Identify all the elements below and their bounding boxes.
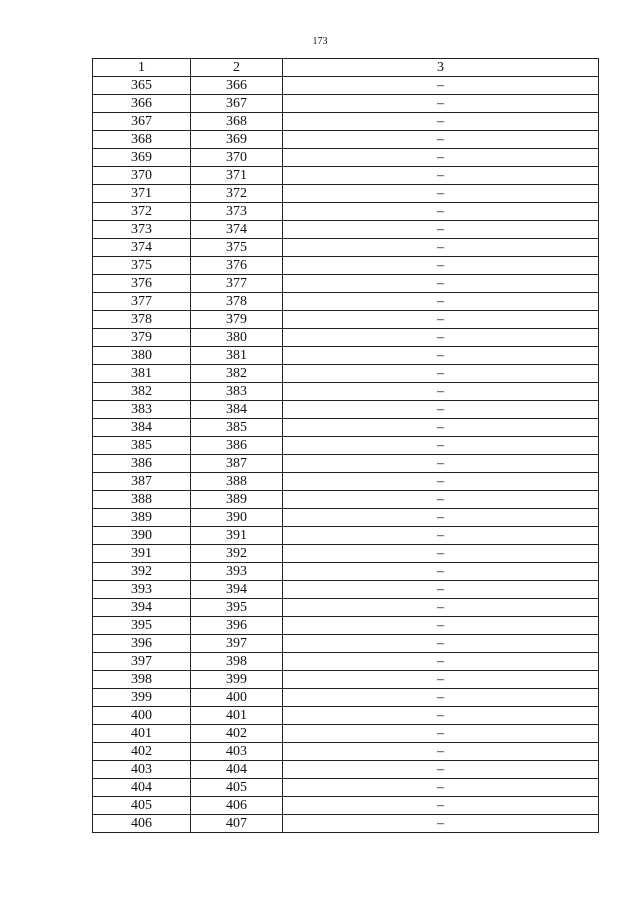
table-cell-col-1: 397	[93, 653, 191, 671]
table-cell-col-3: –	[283, 113, 599, 131]
table-row	[93, 95, 599, 113]
table-row	[93, 689, 599, 707]
table-row	[93, 221, 599, 239]
table-cell-col-2: 373	[191, 203, 283, 221]
table-cell-col-2: 369	[191, 131, 283, 149]
table-cell-col-3: –	[283, 599, 599, 617]
table-cell-col-2: 382	[191, 365, 283, 383]
table-row	[93, 815, 599, 833]
table-cell-col-1: 392	[93, 563, 191, 581]
table-cell-col-3: –	[283, 761, 599, 779]
table-cell-col-2: 403	[191, 743, 283, 761]
table-cell-col-2: 385	[191, 419, 283, 437]
table-cell-col-1: 384	[93, 419, 191, 437]
table-cell-col-2: 372	[191, 185, 283, 203]
table-cell-col-2: 377	[191, 275, 283, 293]
table-row	[93, 761, 599, 779]
table-cell-col-2: 380	[191, 329, 283, 347]
table-cell-col-2: 384	[191, 401, 283, 419]
table-row	[93, 383, 599, 401]
table-cell-col-3: –	[283, 185, 599, 203]
table-cell-col-1: 367	[93, 113, 191, 131]
table-cell-col-3: –	[283, 149, 599, 167]
table-cell-col-2: 395	[191, 599, 283, 617]
table-cell-col-2: 370	[191, 149, 283, 167]
table-cell-col-3: –	[283, 203, 599, 221]
table-cell-col-2: 387	[191, 455, 283, 473]
table-row	[93, 113, 599, 131]
table-cell-col-2: 406	[191, 797, 283, 815]
table-cell-col-2: 400	[191, 689, 283, 707]
table-cell-col-1: 391	[93, 545, 191, 563]
table-row	[93, 653, 599, 671]
table-row	[93, 545, 599, 563]
table-cell-col-1: 389	[93, 509, 191, 527]
table-cell-col-2: 402	[191, 725, 283, 743]
table-cell-col-1: 373	[93, 221, 191, 239]
table-cell-col-1: 378	[93, 311, 191, 329]
table-cell-col-1: 405	[93, 797, 191, 815]
table-cell-col-3: –	[283, 671, 599, 689]
table-row	[93, 455, 599, 473]
table-cell-col-3: –	[283, 491, 599, 509]
table-cell-col-1: 386	[93, 455, 191, 473]
table-row	[93, 743, 599, 761]
table-row	[93, 437, 599, 455]
table-cell-col-3: –	[283, 635, 599, 653]
table-row	[93, 329, 599, 347]
table-row	[93, 491, 599, 509]
table-row	[93, 365, 599, 383]
table-cell-col-2: 405	[191, 779, 283, 797]
table-cell-col-3: –	[283, 779, 599, 797]
table-cell-col-2: 392	[191, 545, 283, 563]
table-row	[93, 671, 599, 689]
table-row	[93, 401, 599, 419]
table-row	[93, 293, 599, 311]
table-cell-col-1: 398	[93, 671, 191, 689]
table-cell-col-3: –	[283, 239, 599, 257]
table-cell-col-1: 375	[93, 257, 191, 275]
table-cell-col-1: 388	[93, 491, 191, 509]
table-cell-col-3: –	[283, 365, 599, 383]
table-cell-col-1: 371	[93, 185, 191, 203]
table-cell-col-2: 378	[191, 293, 283, 311]
table-cell-col-2: 379	[191, 311, 283, 329]
table-cell-col-1: 403	[93, 761, 191, 779]
table-body	[93, 77, 599, 833]
table-cell-col-3: –	[283, 707, 599, 725]
table-cell-col-2: 388	[191, 473, 283, 491]
table-cell-col-1: 374	[93, 239, 191, 257]
table-row	[93, 203, 599, 221]
table-cell-col-1: 383	[93, 401, 191, 419]
table-row	[93, 617, 599, 635]
table-row	[93, 311, 599, 329]
table-cell-col-1: 377	[93, 293, 191, 311]
table-cell-col-3: –	[283, 617, 599, 635]
table-cell-col-1: 380	[93, 347, 191, 365]
table-cell-col-3: –	[283, 293, 599, 311]
table-cell-col-2: 376	[191, 257, 283, 275]
table-cell-col-1: 368	[93, 131, 191, 149]
table-cell-col-1: 394	[93, 599, 191, 617]
table-cell-col-1: 372	[93, 203, 191, 221]
table-cell-col-2: 396	[191, 617, 283, 635]
table-cell-col-3: –	[283, 347, 599, 365]
table-cell-col-3: –	[283, 797, 599, 815]
table-cell-col-1: 402	[93, 743, 191, 761]
table-cell-col-3: –	[283, 815, 599, 833]
table-cell-col-1: 396	[93, 635, 191, 653]
table-cell-col-1: 395	[93, 617, 191, 635]
table-row	[93, 77, 599, 95]
table-cell-col-3: –	[283, 257, 599, 275]
table-cell-col-1: 379	[93, 329, 191, 347]
table-row	[93, 797, 599, 815]
table-cell-col-3: –	[283, 743, 599, 761]
table-cell-col-1: 370	[93, 167, 191, 185]
table-cell-col-2: 394	[191, 581, 283, 599]
table-row	[93, 779, 599, 797]
data-table	[92, 58, 599, 833]
table-cell-col-1: 382	[93, 383, 191, 401]
table-row	[93, 347, 599, 365]
table-cell-col-3: –	[283, 653, 599, 671]
table-row	[93, 185, 599, 203]
table-cell-col-1: 369	[93, 149, 191, 167]
table-cell-col-3: –	[283, 383, 599, 401]
table-cell-col-3: –	[283, 563, 599, 581]
table-cell-col-1: 406	[93, 815, 191, 833]
table-cell-col-2: 371	[191, 167, 283, 185]
table-row	[93, 635, 599, 653]
table-cell-col-1: 387	[93, 473, 191, 491]
table-cell-col-3: –	[283, 545, 599, 563]
table-cell-col-3: –	[283, 167, 599, 185]
table-cell-col-1: 385	[93, 437, 191, 455]
table-cell-col-3: –	[283, 473, 599, 491]
table-row	[93, 527, 599, 545]
table-cell-col-2: 399	[191, 671, 283, 689]
table-cell-col-3: –	[283, 725, 599, 743]
table-cell-col-3: –	[283, 95, 599, 113]
table-cell-col-2: 397	[191, 635, 283, 653]
table-row	[93, 509, 599, 527]
table-cell-col-2: 367	[191, 95, 283, 113]
table-cell-col-3: –	[283, 509, 599, 527]
table-cell-col-1: 399	[93, 689, 191, 707]
table-cell-col-2: 375	[191, 239, 283, 257]
table-cell-col-3: –	[283, 77, 599, 95]
table-cell-col-1: 400	[93, 707, 191, 725]
page-number: 173	[312, 36, 328, 47]
table-row	[93, 581, 599, 599]
table-row	[93, 257, 599, 275]
table-cell-col-3: –	[283, 581, 599, 599]
table-cell-col-2: 391	[191, 527, 283, 545]
table-row	[93, 167, 599, 185]
table-cell-col-3: –	[283, 437, 599, 455]
table-cell-col-3: –	[283, 689, 599, 707]
table-cell-col-1: 381	[93, 365, 191, 383]
header-cell-3: 3	[283, 59, 599, 77]
table-cell-col-1: 366	[93, 95, 191, 113]
table-cell-col-1: 365	[93, 77, 191, 95]
table-cell-col-2: 389	[191, 491, 283, 509]
table-cell-col-3: –	[283, 275, 599, 293]
table-cell-col-2: 366	[191, 77, 283, 95]
table-cell-col-3: –	[283, 527, 599, 545]
table-cell-col-2: 401	[191, 707, 283, 725]
table-row	[93, 149, 599, 167]
header-cell-1: 1	[93, 59, 191, 77]
table-cell-col-3: –	[283, 131, 599, 149]
table-row	[93, 599, 599, 617]
table-cell-col-3: –	[283, 221, 599, 239]
table-cell-col-1: 404	[93, 779, 191, 797]
header-cell-2: 2	[191, 59, 283, 77]
header-row	[93, 59, 599, 77]
table-cell-col-3: –	[283, 419, 599, 437]
table-cell-col-1: 390	[93, 527, 191, 545]
table-cell-col-2: 404	[191, 761, 283, 779]
table-cell-col-3: –	[283, 311, 599, 329]
table-cell-col-2: 407	[191, 815, 283, 833]
table-cell-col-3: –	[283, 401, 599, 419]
table-cell-col-2: 386	[191, 437, 283, 455]
table-cell-col-3: –	[283, 455, 599, 473]
table-cell-col-1: 376	[93, 275, 191, 293]
table-cell-col-2: 381	[191, 347, 283, 365]
table-row	[93, 563, 599, 581]
table-row	[93, 419, 599, 437]
table-row	[93, 239, 599, 257]
table-cell-col-2: 393	[191, 563, 283, 581]
table-row	[93, 131, 599, 149]
table-header	[93, 59, 599, 77]
table-row	[93, 275, 599, 293]
table-row	[93, 707, 599, 725]
table-cell-col-2: 383	[191, 383, 283, 401]
table-cell-col-2: 398	[191, 653, 283, 671]
table-cell-col-2: 374	[191, 221, 283, 239]
table-row	[93, 473, 599, 491]
table-cell-col-1: 393	[93, 581, 191, 599]
table-cell-col-2: 368	[191, 113, 283, 131]
table-cell-col-1: 401	[93, 725, 191, 743]
table-row	[93, 725, 599, 743]
table-cell-col-2: 390	[191, 509, 283, 527]
table-cell-col-3: –	[283, 329, 599, 347]
